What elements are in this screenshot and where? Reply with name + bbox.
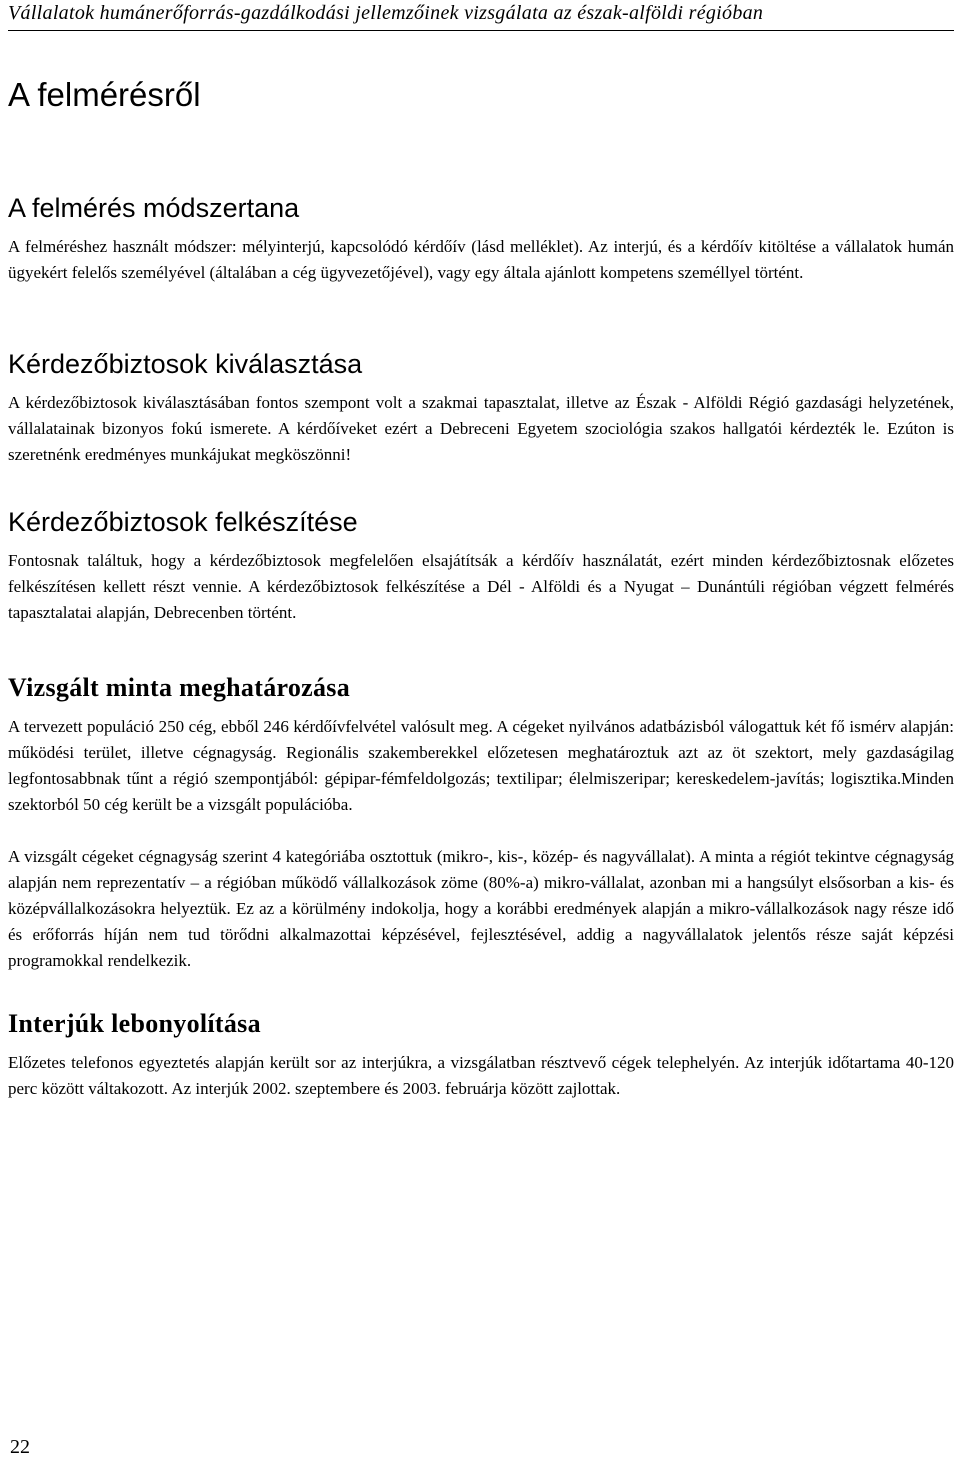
section-title: Kérdezőbiztosok kiválasztása (8, 349, 363, 379)
paragraph: A vizsgált cégeket cégnagyság szerint 4 kategóriába osztottuk (mikro-, kis-, közép- és nagyvállalat). A minta a régiót tekintve cégnagyság alapján nem reprezentatív – a régióban működő vállalkozások zöme (80%-a) mikro-vállalat, azonban mi a hangsúlyt elsősorban a kis- és középvállalkozásokra helyeztük. Ez az a körülmény indokolja, hogy a korábbi eredmények alapján a mikro-vállalkozások nagy része idő és erőforrás híján nem tud törődni alkalmazottai képzésével, fejlesztésével, addig a nagyvállalatok jelentős része saját képzési programokkal rendelkezik. (8, 847, 954, 970)
section-interviewer-training (8, 502, 954, 626)
paragraph: Előzetes telefonos egyeztetés alapján került sor az interjúkra, a vizsgálatban résztvevő cégek telephelyén. Az interjúk időtartama 40-120 perc között váltakozott. Az interjúk 2002. szeptembere és 2003. februárja között zajlottak. (8, 1053, 954, 1098)
page-number: 22 (10, 1436, 30, 1458)
chapter-title: A felmérésről (8, 76, 201, 113)
paragraph: Fontosnak találtuk, hogy a kérdezőbiztosok megfelelően elsajátítsák a kérdőív használatát, ezért minden kérdezőbiztosnak előzetes felkészítésen kellett részt vennie. A kérdezőbiztosok felkészítése a Dél - Alföldi és a Nyugat – Dunántúli régióban végzett felmérés tapasztalatai alapján, Debrecenben történt. (8, 551, 954, 622)
section-title: Kérdezőbiztosok felkészítése (8, 507, 358, 537)
section-title: A felmérés módszertana (8, 193, 300, 223)
paragraph: A tervezett populáció 250 cég, ebből 246 kérdőívfelvétel valósult meg. A cégeket nyilvános adatbázisból válogattuk két fő ismérv alapján: működési terület, illetve cégnagyság. Regionális szakemberekkel előzetesen meghatároztuk azt az öt szektort, mely gazdaságilag legfontosabbnak tűnt a régió szempontjából: gépipar-fémfeldolgozás; textilipar; élelmiszeripar; kereskedelem-javítás; logisztika.Minden szektorból 50 cég került be a vizsgált populációba. (8, 717, 954, 814)
paragraph: A kérdezőbiztosok kiválasztásában fontos szempont volt a szakmai tapasztalat, illetve az Észak - Alföldi Régió gazdasági helyzetének, vállalatainak bizonyos fokú ismerete. A kérdőíveket ezért a Debreceni Egyetem szociológia szakos hallgatói kérdezték le. Ezúton is szeretnénk eredményes munkájukat megköszönni! (8, 393, 954, 464)
paragraph: A felméréshez használt módszer: mélyinterjú, kapcsolódó kérdőív (lásd melléklet). Az interjú, és a kérdőív kitöltése a vállalatok humán ügyekért felelős személyével (általában a cég ügyvezetőjével), vagy egy általa ajánlott kompetens személlyel történt. (8, 237, 954, 282)
section-interviews (8, 1004, 954, 1102)
section-title: Vizsgált minta meghatározása (8, 673, 351, 702)
section-interviewer-selection (8, 344, 954, 468)
section-methodology (8, 188, 954, 286)
section-title: Interjúk lebonyolítása (8, 1009, 261, 1038)
section-sample-definition (8, 668, 954, 974)
running-header: Vállalatok humánerőforrás-gazdálkodási jellemzőinek vizsgálata az észak-alföldi régióban (8, 2, 954, 31)
page-content (8, 68, 954, 1102)
